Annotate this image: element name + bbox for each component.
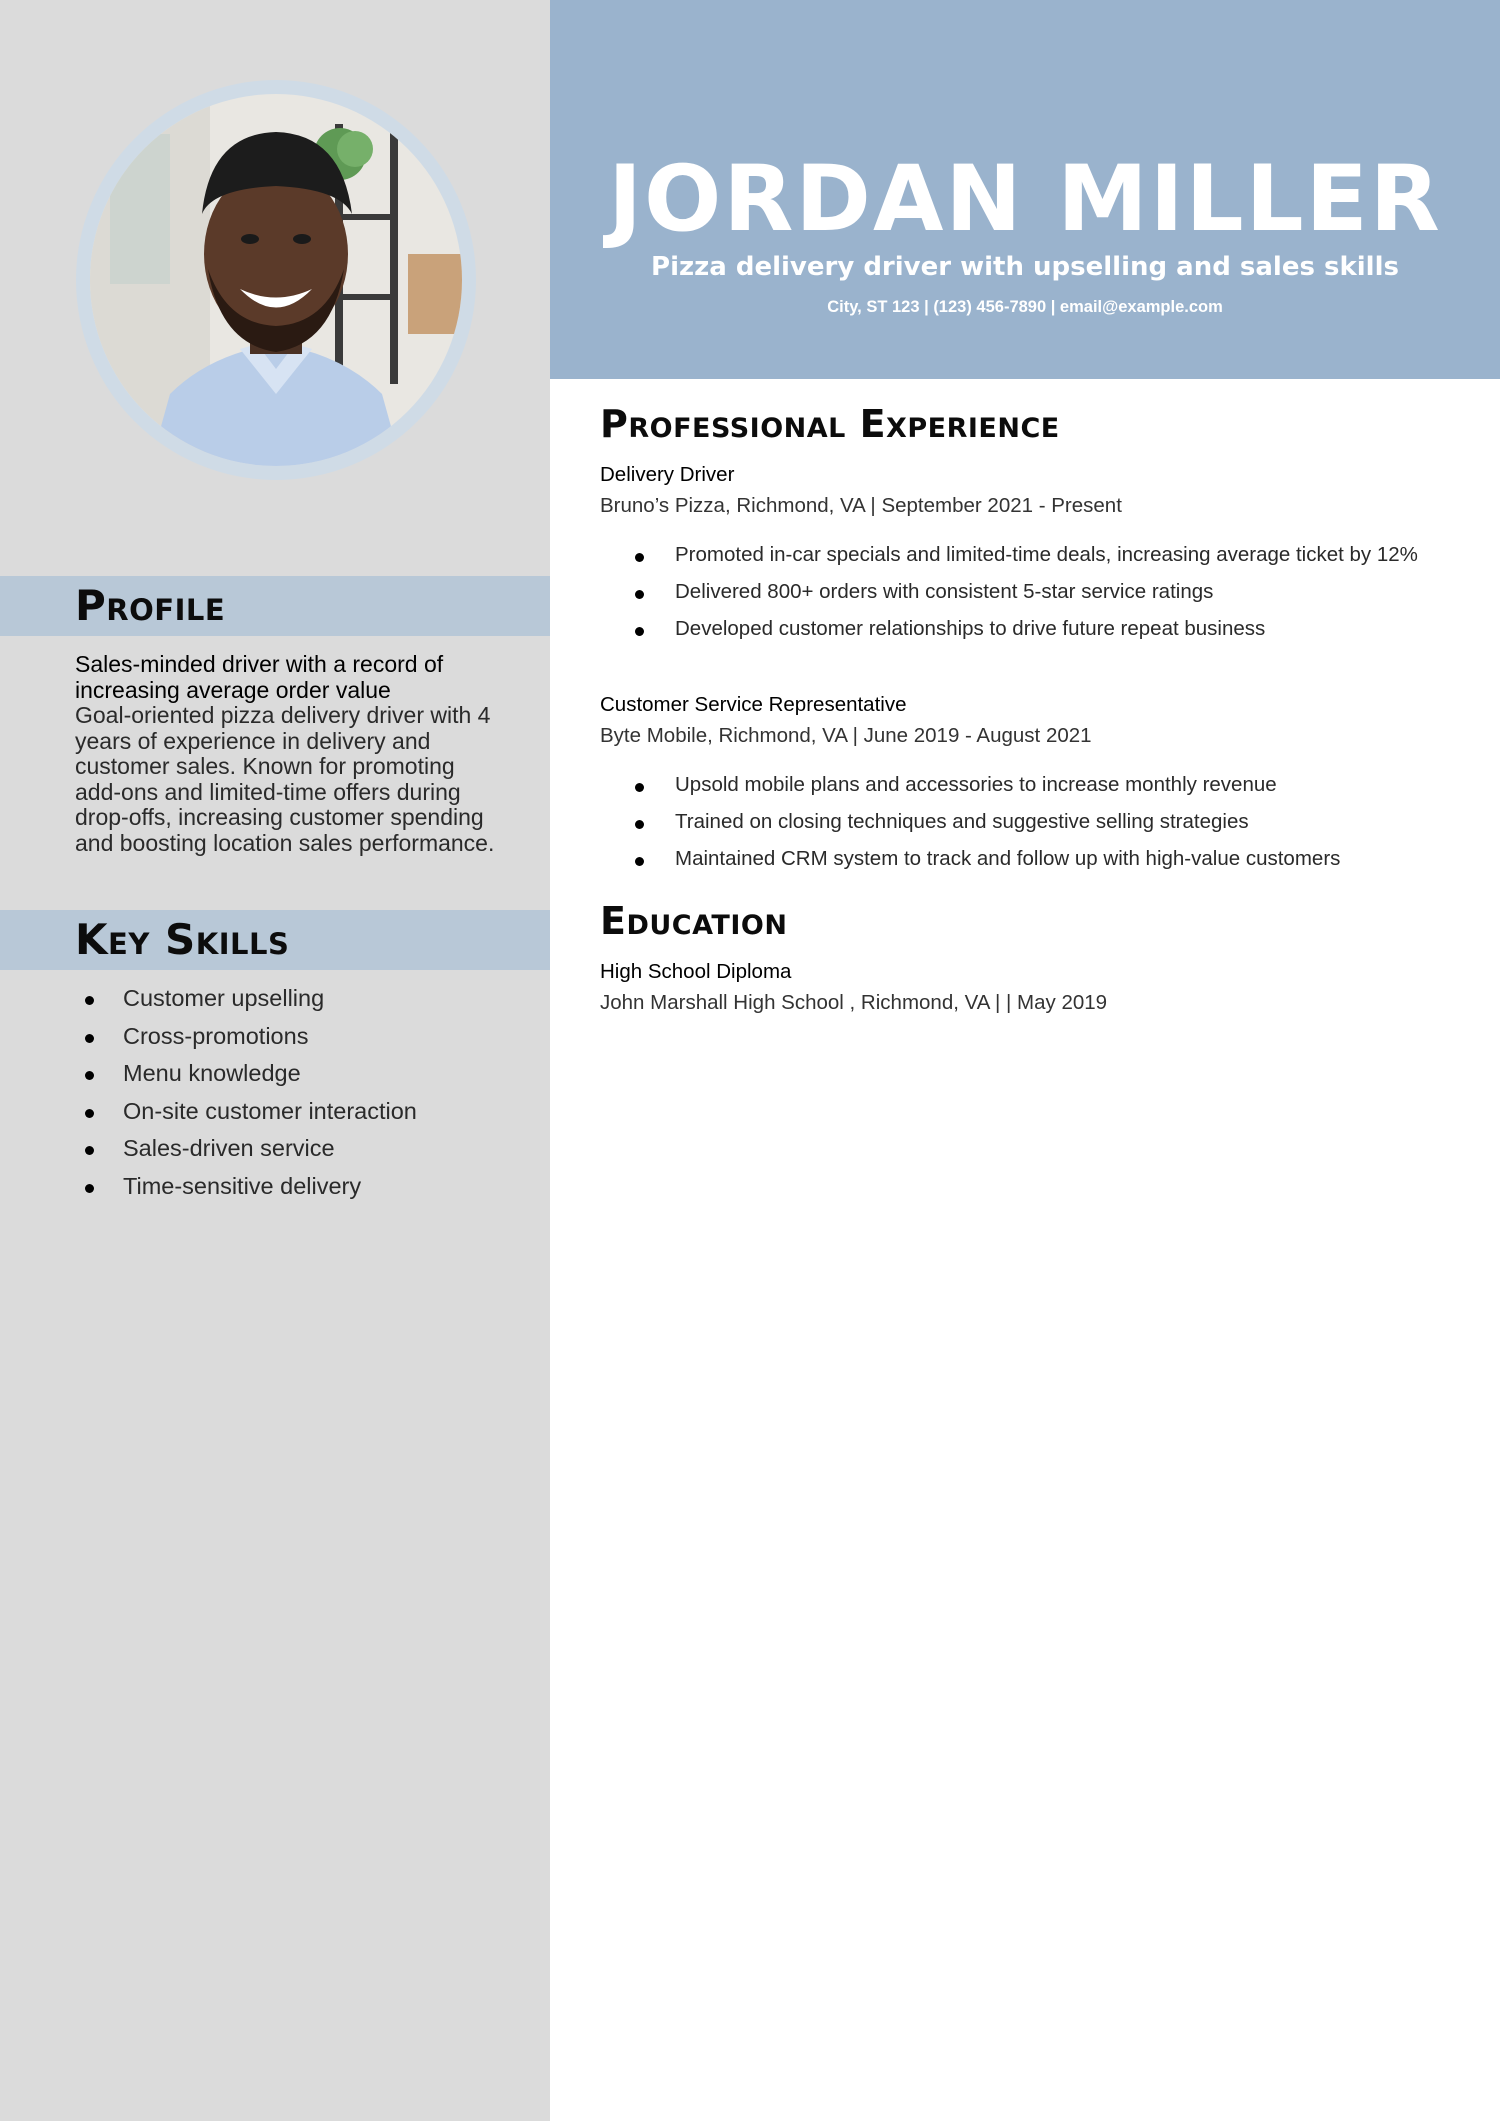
job-bullet: Delivered 800+ orders with consistent 5-star service ratings [600,579,1430,604]
job-bullet: Maintained CRM system to track and follow up with high-value customers [600,846,1430,871]
job-meta: Byte Mobile, Richmond, VA | June 2019 - August 2021 [600,724,1092,747]
skill-item: Cross-promotions [75,1018,515,1056]
profile-lead: Sales-minded driver with a record of increasing average order value [75,651,444,703]
profile-heading: Profile [75,581,226,630]
job-bullet: Upsold mobile plans and accessories to increase monthly revenue [600,772,1430,797]
header-banner [550,0,1500,379]
candidate-name: JORDAN MILLER [608,147,1442,252]
profile-photo-illustration [90,94,462,466]
skill-item: Customer upselling [75,980,515,1018]
profile-photo [90,94,462,466]
skills-heading: Key Skills [75,915,290,964]
job-bullet: Promoted in-car specials and limited-time deals, increasing average ticket by 12% [600,542,1430,567]
job-bullet: Developed customer relationships to drive future repeat business [600,616,1430,641]
job-title: Delivery Driver [600,463,735,486]
job-bullets [600,542,1430,653]
job-bullet: Trained on closing techniques and suggestive selling strategies [600,809,1430,834]
education-meta: John Marshall High School , Richmond, VA | | May 2019 [600,991,1108,1014]
profile-summary [75,652,495,856]
skills-list [75,980,515,1205]
job-bullets [600,772,1430,883]
job-meta: Bruno’s Pizza, Richmond, VA | September 2021 - Present [600,494,1122,517]
experience-heading: Professional Experience [600,402,1060,446]
profile-photo-frame [76,80,476,480]
skill-item: On-site customer interaction [75,1093,515,1131]
profile-body: Goal-oriented pizza delivery driver with 4 years of experience in delivery and customer sales. Known for promoting add-ons and limited-time offers during drop-offs, increasing customer spending and boosting location sales performance. [75,702,495,856]
education-degree: High School Diploma [600,960,792,983]
skill-item: Sales-driven service [75,1130,515,1168]
education-heading: Education [600,899,788,943]
job-title: Customer Service Representative [600,693,907,716]
contact-line: City, ST 123 | (123) 456-7890 | email@example.com [827,298,1223,316]
skill-item: Menu knowledge [75,1055,515,1093]
skill-item: Time-sensitive delivery [75,1168,515,1206]
candidate-tagline: Pizza delivery driver with upselling and sales skills [651,252,1399,282]
sidebar [0,0,550,2121]
